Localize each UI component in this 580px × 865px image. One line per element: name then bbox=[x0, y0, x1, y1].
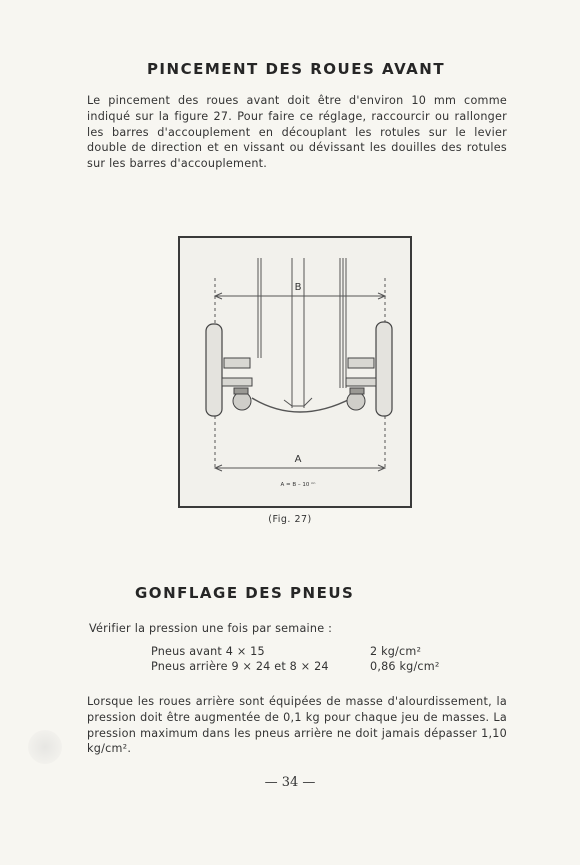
tire-spec: Pneus avant 4 × 15 bbox=[151, 645, 265, 658]
paper-stain bbox=[28, 730, 62, 764]
dimension-a-label: A bbox=[294, 454, 302, 465]
tire-spec: Pneus arrière 9 × 24 et 8 × 24 bbox=[151, 660, 329, 673]
wheel-alignment-drawing bbox=[180, 238, 410, 506]
dimension-b-label: B bbox=[294, 282, 302, 293]
formula-label: A = B – 10 ⁿⁿ bbox=[280, 482, 316, 488]
figure-27-diagram bbox=[178, 236, 412, 508]
tire-pressure: 0,86 kg/cm² bbox=[370, 660, 440, 673]
section-title-tire-inflation: GONFLAGE DES PNEUS bbox=[135, 584, 355, 602]
figure-caption: (Fig. 27) bbox=[268, 514, 312, 525]
tire-pressure: 2 kg/cm² bbox=[370, 645, 422, 658]
tire-intro: Vérifier la pression une fois par semaine : bbox=[89, 622, 333, 635]
toe-in-paragraph: Le pincement des roues avant doit être d'environ 10 mm comme indiqué sur la figure 27. Pour faire ce réglage, raccourcir ou rallonger les barres d'accouplement en découplant les rotules sur le levier double de direction et en vissant ou dévissant les douilles des rotules sur les barres d'accouplement. bbox=[87, 94, 507, 171]
ballast-paragraph: Lorsque les roues arrière sont équipées de masse d'alourdissement, la pression doit être augmentée de 0,1 kg pour chaque jeu de masses. La pression maximum dans les pneus arrière ne doit jamais dépasser 1,10 kg/cm². bbox=[87, 695, 507, 756]
page-number: — 34 — bbox=[264, 775, 316, 790]
section-title-toe-in: PINCEMENT DES ROUES AVANT bbox=[146, 60, 446, 78]
